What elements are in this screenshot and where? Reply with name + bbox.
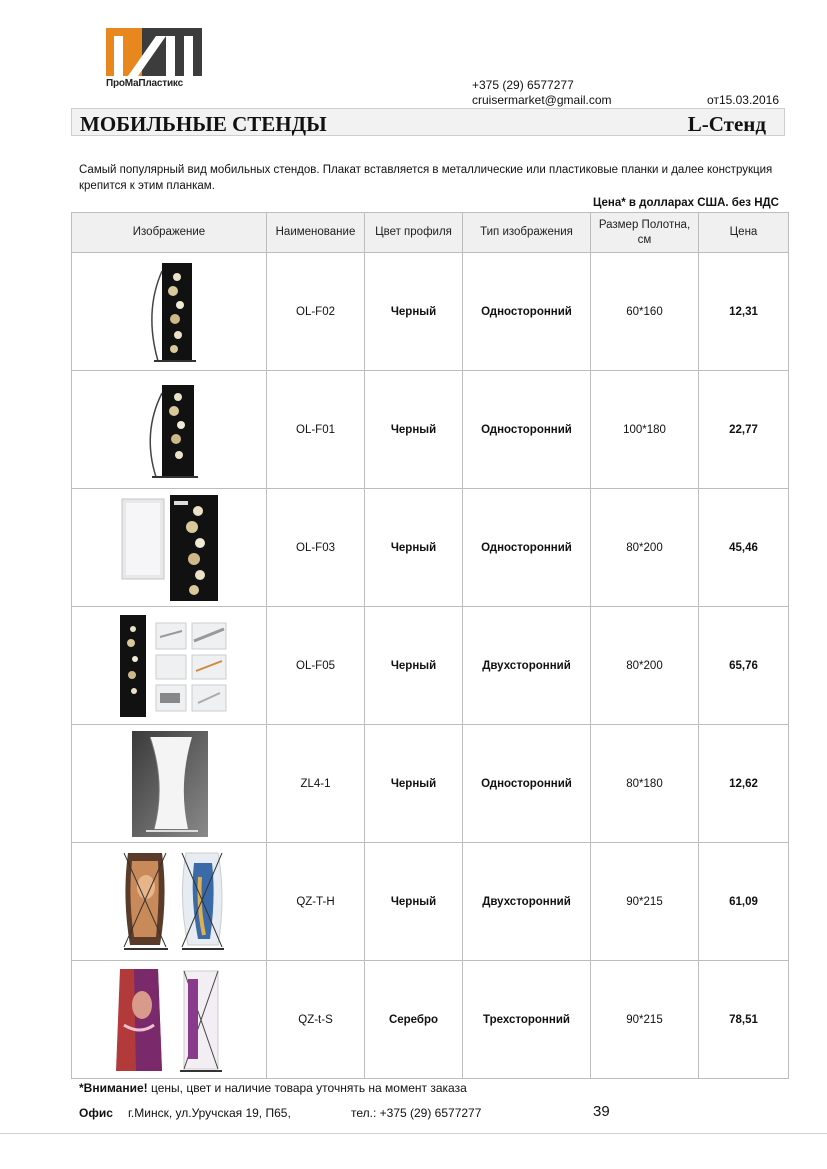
product-color: Черный [365, 371, 463, 489]
products-table [71, 212, 789, 1079]
product-type: Односторонний [463, 725, 591, 843]
logo-text: ПроМаПластикс [106, 78, 183, 89]
product-name: ZL4-1 [267, 725, 365, 843]
x-stand-double-icon [74, 847, 264, 957]
header-email[interactable]: cruisermarket@gmail.com [472, 93, 612, 107]
footer-phone: тел.: +375 (29) 6577277 [351, 1106, 482, 1120]
product-price: 45,46 [699, 489, 789, 607]
product-price: 78,51 [699, 961, 789, 1079]
category-title: L-Стенд [687, 112, 766, 136]
col-header-size: Размер Полотна, см [591, 213, 699, 253]
product-size: 80*180 [591, 725, 699, 843]
product-name: OL-F02 [267, 253, 365, 371]
product-price: 61,09 [699, 843, 789, 961]
footer-note-prefix: *Внимание! [79, 1081, 148, 1095]
table-row [72, 489, 789, 607]
product-image-cell [72, 371, 267, 489]
intro-text: Самый популярный вид мобильных стендов. Плакат вставляется в металлические или пластиковые планки и далее конструкция крепится к этим планкам. [79, 164, 773, 192]
product-image-cell [72, 961, 267, 1079]
product-name: OL-F01 [267, 371, 365, 489]
product-size: 60*160 [591, 253, 699, 371]
logo-mark-icon [106, 28, 202, 78]
office-address: г.Минск, ул.Уручская 19, П65, [128, 1106, 291, 1120]
document-date: от15.03.2016 [707, 93, 779, 107]
l-stand-parts-icon [74, 611, 264, 721]
product-price: 12,31 [699, 253, 789, 371]
product-size: 90*215 [591, 843, 699, 961]
product-name: OL-F05 [267, 607, 365, 725]
x-stand-triple-icon [74, 965, 264, 1075]
product-name: QZ-T-H [267, 843, 365, 961]
product-image-cell [72, 725, 267, 843]
product-color: Черный [365, 607, 463, 725]
page-number: 39 [593, 1103, 610, 1120]
bottom-rule [0, 1133, 827, 1134]
product-image-cell [72, 843, 267, 961]
table-row [72, 843, 789, 961]
product-color: Черный [365, 725, 463, 843]
contacts [472, 78, 612, 108]
footer-note [79, 1081, 467, 1095]
footer-note-text: цены, цвет и наличие товара уточнять на момент заказа [147, 1081, 467, 1095]
table-row [72, 371, 789, 489]
product-color: Черный [365, 253, 463, 371]
l-stand-pair-icon [74, 493, 264, 603]
product-type: Односторонний [463, 371, 591, 489]
product-price: 12,62 [699, 725, 789, 843]
product-type: Односторонний [463, 253, 591, 371]
product-type: Двухсторонний [463, 843, 591, 961]
table-row [72, 607, 789, 725]
price-note: Цена* в долларах США. без НДС [592, 197, 779, 209]
product-size: 90*215 [591, 961, 699, 1079]
col-header-color: Цвет профиля [365, 213, 463, 253]
table-row [72, 725, 789, 843]
header-phone: +375 (29) 6577277 [472, 78, 574, 92]
l-stand-single-black-icon [74, 257, 264, 367]
page-title: МОБИЛЬНЫЕ СТЕНДЫ [80, 112, 327, 136]
l-stand-white-icon [74, 729, 264, 839]
product-type: Трехсторонний [463, 961, 591, 1079]
product-price: 22,77 [699, 371, 789, 489]
col-header-name: Наименование [267, 213, 365, 253]
table-header-row [72, 213, 789, 253]
product-type: Односторонний [463, 489, 591, 607]
product-color: Черный [365, 843, 463, 961]
product-size: 80*200 [591, 489, 699, 607]
product-name: QZ-t-S [267, 961, 365, 1079]
product-name: OL-F03 [267, 489, 365, 607]
product-color: Черный [365, 489, 463, 607]
office-label: Офис [79, 1106, 113, 1120]
product-size: 100*180 [591, 371, 699, 489]
product-color: Серебро [365, 961, 463, 1079]
product-image-cell [72, 489, 267, 607]
col-header-type: Тип изображения [463, 213, 591, 253]
product-image-cell [72, 607, 267, 725]
product-type: Двухсторонний [463, 607, 591, 725]
product-image-cell [72, 253, 267, 371]
company-logo [106, 28, 202, 94]
col-header-price: Цена [699, 213, 789, 253]
l-stand-single-black-icon [74, 375, 264, 485]
title-bar [71, 108, 785, 136]
col-header-image: Изображение [72, 213, 267, 253]
table-row [72, 961, 789, 1079]
product-size: 80*200 [591, 607, 699, 725]
table-row [72, 253, 789, 371]
product-price: 65,76 [699, 607, 789, 725]
